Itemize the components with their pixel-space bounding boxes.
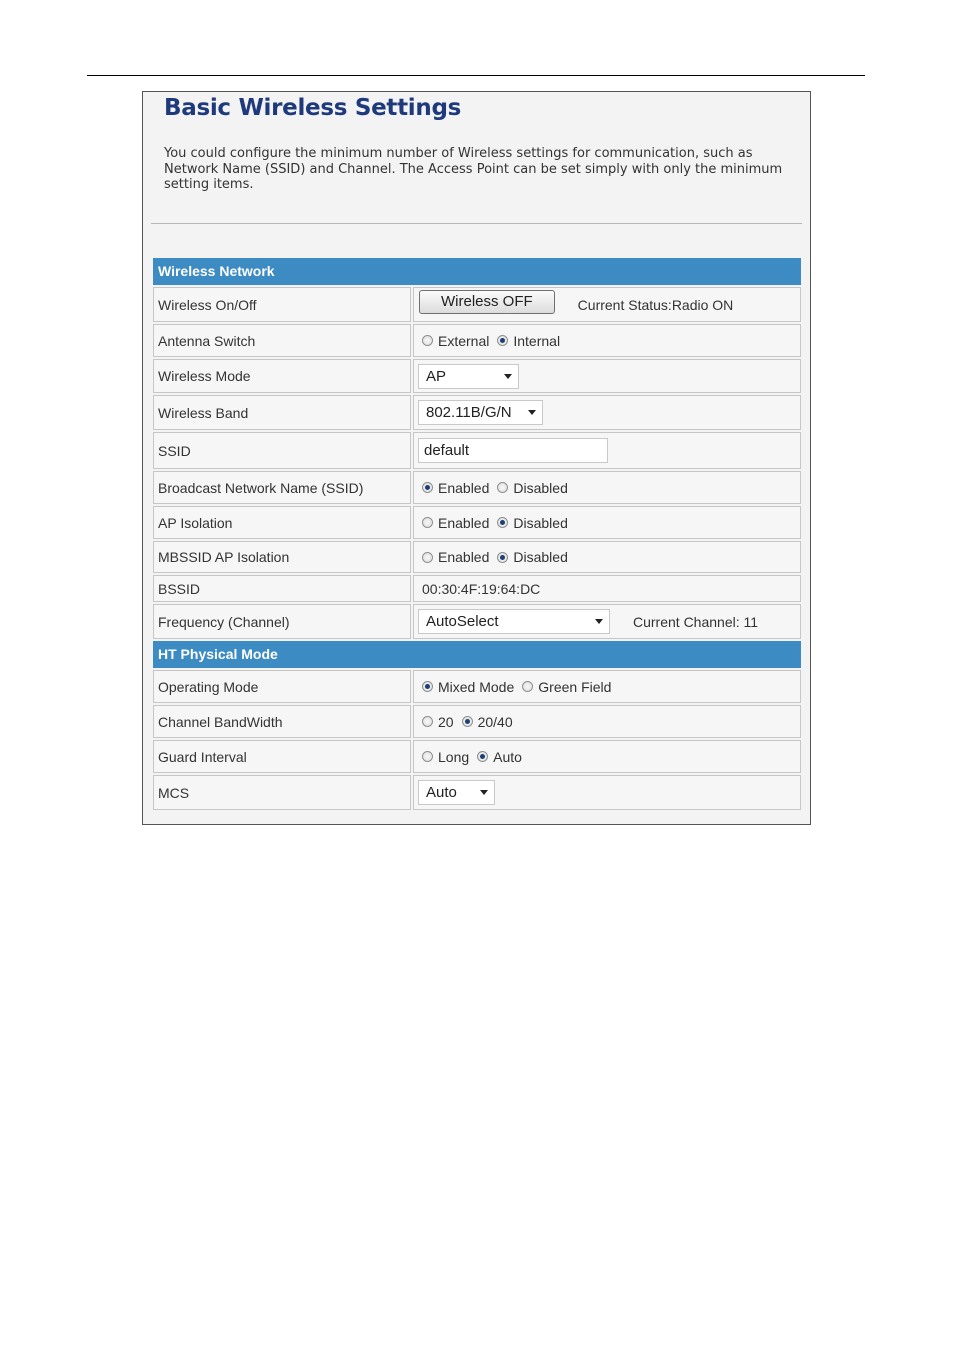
label-bssid: BSSID xyxy=(153,575,411,602)
mbssid-disabled-radio[interactable] xyxy=(497,552,508,563)
section-header-wireless-network: Wireless Network xyxy=(153,258,801,285)
green-field-option[interactable]: Green Field xyxy=(522,679,611,695)
row-guard-interval xyxy=(153,740,801,773)
row-antenna-switch xyxy=(153,324,801,357)
row-wireless-onoff xyxy=(153,287,801,322)
chevron-down-icon xyxy=(504,374,512,379)
row-frequency xyxy=(153,604,801,639)
bssid-value: 00:30:4F:19:64:DC xyxy=(413,575,801,602)
label-mcs: MCS xyxy=(153,775,411,810)
page-title: Basic Wireless Settings xyxy=(164,95,461,121)
row-wireless-band xyxy=(153,395,801,430)
broadcast-enabled-option[interactable]: Enabled xyxy=(422,480,489,496)
row-wireless-mode xyxy=(153,359,801,393)
guard-auto-option[interactable]: Auto xyxy=(477,749,522,765)
row-ap-isolation xyxy=(153,506,801,539)
chevron-down-icon xyxy=(480,790,488,795)
page-top-rule xyxy=(87,75,865,76)
wireless-band-select[interactable]: 802.11B/G/N xyxy=(418,400,543,425)
broadcast-disabled-option[interactable]: Disabled xyxy=(497,480,567,496)
broadcast-disabled-radio[interactable] xyxy=(497,482,508,493)
label-ssid: SSID xyxy=(153,432,411,469)
guard-long-option[interactable]: Long xyxy=(422,749,469,765)
mbssid-enabled-radio[interactable] xyxy=(422,552,433,563)
guard-auto-radio[interactable] xyxy=(477,751,488,762)
settings-table xyxy=(153,258,801,812)
mbssid-disabled-option[interactable]: Disabled xyxy=(497,549,567,565)
broadcast-enabled-radio[interactable] xyxy=(422,482,433,493)
section-header-ht-physical-mode: HT Physical Mode xyxy=(153,641,801,668)
label-wireless-band: Wireless Band xyxy=(153,395,411,430)
label-broadcast-ssid: Broadcast Network Name (SSID) xyxy=(153,471,411,504)
green-field-radio[interactable] xyxy=(522,681,533,692)
bandwidth-20-radio[interactable] xyxy=(422,716,433,727)
label-guard-interval: Guard Interval xyxy=(153,740,411,773)
row-broadcast-ssid xyxy=(153,471,801,504)
label-operating-mode: Operating Mode xyxy=(153,670,411,703)
label-antenna-switch: Antenna Switch xyxy=(153,324,411,357)
label-wireless-mode: Wireless Mode xyxy=(153,359,411,393)
bandwidth-20-option[interactable]: 20 xyxy=(422,714,454,730)
frequency-select[interactable]: AutoSelect xyxy=(418,609,610,634)
row-mbssid-ap-isolation xyxy=(153,541,801,573)
antenna-external-radio[interactable] xyxy=(422,335,433,346)
chevron-down-icon xyxy=(595,619,603,624)
label-wireless-onoff: Wireless On/Off xyxy=(153,287,411,322)
row-operating-mode xyxy=(153,670,801,703)
label-ap-isolation: AP Isolation xyxy=(153,506,411,539)
current-channel-text: Current Channel: 11 xyxy=(633,613,759,630)
mcs-select[interactable]: Auto xyxy=(418,780,495,805)
antenna-external-option[interactable]: External xyxy=(422,333,489,349)
label-frequency: Frequency (Channel) xyxy=(153,604,411,639)
antenna-internal-option[interactable]: Internal xyxy=(497,333,560,349)
chevron-down-icon xyxy=(528,410,536,415)
row-channel-bandwidth xyxy=(153,705,801,738)
ap-isolation-disabled-option[interactable]: Disabled xyxy=(497,515,567,531)
bandwidth-20-40-option[interactable]: 20/40 xyxy=(462,714,513,730)
bandwidth-20-40-radio[interactable] xyxy=(462,716,473,727)
page-description: You could configure the minimum number of Wireless settings for communication, such as Network Name (SSID) and Channel. The Access Point can be set simply with only the minimum setting items. xyxy=(164,146,783,192)
row-ssid xyxy=(153,432,801,469)
radio-status-text: Current Status:Radio ON xyxy=(577,296,734,313)
mbssid-enabled-option[interactable]: Enabled xyxy=(422,549,489,565)
guard-long-radio[interactable] xyxy=(422,751,433,762)
ssid-input[interactable]: default xyxy=(418,438,608,463)
ap-isolation-disabled-radio[interactable] xyxy=(497,517,508,528)
mixed-mode-option[interactable]: Mixed Mode xyxy=(422,679,514,695)
label-channel-bandwidth: Channel BandWidth xyxy=(153,705,411,738)
header-divider xyxy=(151,223,802,224)
row-bssid xyxy=(153,575,801,602)
mixed-mode-radio[interactable] xyxy=(422,681,433,692)
wireless-off-button[interactable]: Wireless OFF xyxy=(419,290,555,314)
ap-isolation-enabled-radio[interactable] xyxy=(422,517,433,528)
row-mcs xyxy=(153,775,801,810)
settings-panel xyxy=(142,91,811,825)
wireless-mode-select[interactable]: AP xyxy=(418,364,519,389)
label-mbssid-ap-isolation: MBSSID AP Isolation xyxy=(153,541,411,573)
antenna-internal-radio[interactable] xyxy=(497,335,508,346)
ap-isolation-enabled-option[interactable]: Enabled xyxy=(422,515,489,531)
